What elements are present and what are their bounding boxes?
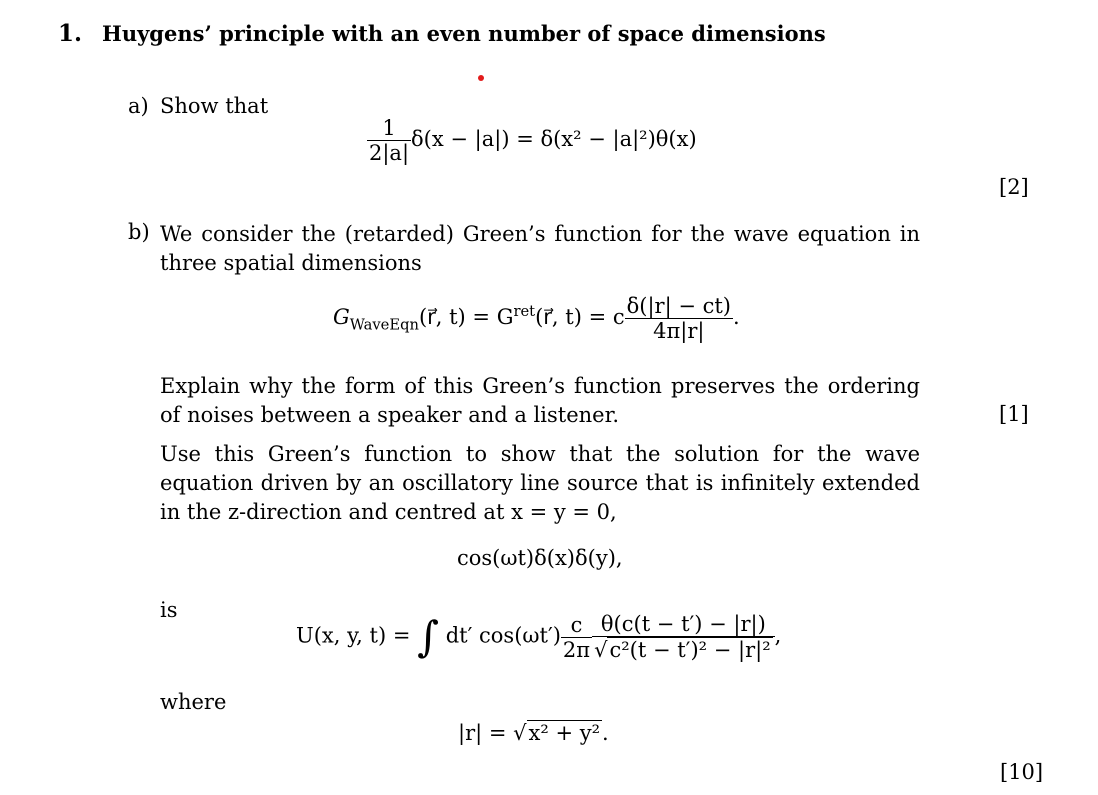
green-fraction bbox=[625, 294, 733, 343]
solution-fraction-2 bbox=[592, 612, 775, 662]
r-lhs: |r| = bbox=[458, 721, 507, 745]
green-lhs: G bbox=[333, 305, 350, 330]
part-b-label: b) bbox=[128, 220, 150, 244]
solution-fraction-1-den: 2π bbox=[562, 637, 591, 662]
green-lhs-sub: WaveEqn bbox=[349, 316, 419, 334]
final-marks: [10] bbox=[1000, 760, 1044, 784]
question-number: 1. bbox=[58, 20, 83, 47]
part-b-intro: We consider the (retarded) Green’s function for the wave equation in three spatial dimensions bbox=[160, 222, 920, 275]
green-mid: (r⃗, t) = G bbox=[418, 305, 514, 330]
part-b-use: Use this Green’s function to show that the solution for the wave equation driven by an oscillatory line source that is infinitely extended in the z-direction and centred at x = y = 0, bbox=[160, 442, 920, 524]
where-label: where bbox=[160, 690, 227, 714]
part-a-fraction bbox=[367, 116, 411, 165]
green-tail: . bbox=[733, 305, 740, 330]
green-mid2: (r⃗, t) = c bbox=[535, 305, 625, 330]
solution-tail: , bbox=[774, 623, 782, 648]
part-a-fraction-num: 1 bbox=[382, 116, 396, 140]
green-fraction-den: 4π|r| bbox=[625, 318, 733, 343]
part-a-text: Show that bbox=[160, 94, 269, 118]
part-a-label: a) bbox=[128, 94, 149, 118]
solution-sqrt: c²(t − t′)² − |r|² bbox=[609, 638, 771, 663]
r-sqrt: x² + y² bbox=[528, 721, 601, 745]
solution-body: dt′ cos(ωt′) bbox=[445, 623, 561, 648]
solution-equation bbox=[296, 612, 781, 662]
is-label: is bbox=[160, 598, 178, 622]
green-function-equation bbox=[333, 294, 740, 343]
part-a-fraction-den: 2|a| bbox=[369, 141, 410, 166]
source-equation: cos(ωt)δ(x)δ(y), bbox=[457, 546, 623, 570]
r-tail: . bbox=[602, 721, 609, 745]
solution-fraction-1-num: c bbox=[570, 612, 583, 637]
solution-fraction-1 bbox=[561, 613, 592, 662]
solution-lhs: U(x, y, t) = bbox=[296, 623, 411, 648]
solution-fraction-2-den: √c²(t − t′)² − |r|² bbox=[592, 636, 775, 662]
green-fraction-num: δ(|r| − ct) bbox=[626, 294, 731, 318]
part-b-explain: Explain why the form of this Green’s function preserves the ordering of noises between a speaker and a listener. bbox=[160, 374, 920, 427]
question-title: Huygens’ principle with an even number of space dimensions bbox=[102, 21, 826, 46]
part-a-equation bbox=[367, 116, 697, 165]
part-a-eq-rest: δ(x − |a|) = δ(x² − |a|²)θ(x) bbox=[411, 127, 697, 152]
red-dot-marker bbox=[478, 75, 484, 81]
r-equation: |r| = √x² + y². bbox=[458, 721, 609, 745]
green-mid-sup: ret bbox=[513, 303, 536, 321]
solution-fraction-2-num: θ(c(t − t′) − |r|) bbox=[600, 612, 766, 636]
part-b-explain-marks: [1] bbox=[999, 402, 1029, 426]
part-a-marks: [2] bbox=[999, 175, 1029, 199]
integral-sign: ∫ bbox=[417, 612, 439, 662]
